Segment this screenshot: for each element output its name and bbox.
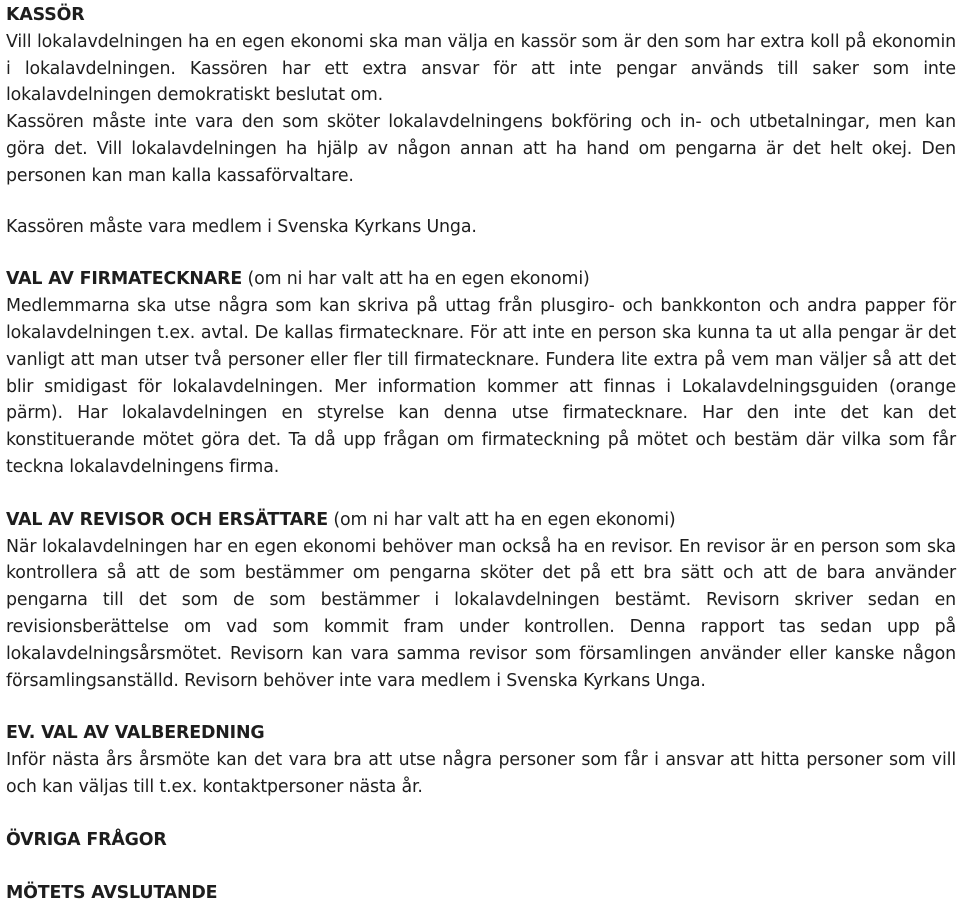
section-ovriga [6,827,956,854]
section-avslutande [6,880,956,907]
section-heading-firmatecknare [6,266,956,293]
section-firmatecknare [6,266,956,480]
paragraph-firmatecknare: Medlemmarna ska utse några som kan skriva på uttag från plusgiro- och bankkonton och andra papper för lokalavdelningen t.ex. avtal. De kallas firmatecknare. För att inte en person ska kunna ta ut alla pengar är det vanligt att man utser två personer eller fler till firmatecknare. Fundera lite extra på vem man väljer så att det blir smidigast för lokalavdelningen. Mer information kommer att finnas i Lokalavdelningsguiden (orange pärm). Har lokalavdelningen en styrelse kan denna utse firmatecknare. Har den inte det kan det konstituerande mötet göra det. Ta då upp frågan om firmateckning på mötet och bestäm där vilka som får teckna lokalavdelningens firma. [6,296,956,477]
paragraph-revisor: När lokalavdelningen har en egen ekonomi behöver man också ha en revisor. En revisor är en person som ska kontrollera så att de som bestämmer om pengarna sköter det på ett bra sätt och att de bara använder pengarna till det som de som bestämmer i lokalavdelningen bestämt. Revisorn skriver sedan en revisionsberättelse om vad som kommit fram under kontrollen. Denna rapport tas sedan upp på lokalavdelningsårsmötet. Revisorn kan vara samma revisor som församlingen använder eller kanske någon församlingsanställd. Revisorn behöver inte vara medlem i Svenska Kyrkans Unga. [6,536,956,691]
section-revisor [6,507,956,695]
heading-title: VAL AV REVISOR OCH ERSÄTTARE [6,509,328,530]
heading-title: VAL AV FIRMATECKNARE [6,269,243,290]
section-kassor [6,2,956,240]
heading-note: (om ni har valt att ha en egen ekonomi) [242,269,590,290]
section-heading-revisor [6,507,956,534]
paragraph-kassor-2: Kassören måste inte vara den som sköter lokalavdelningens bokföring och in- och utbetalningar, men kan göra det. Vill lokalavdelningen ha hjälp av någon annan att ha hand om pengarna är det helt okej. Den personen kan man kalla kassaförvaltare. [6,112,956,186]
section-heading-kassor: KASSÖR [6,5,85,25]
section-heading-avslutande: MÖTETS AVSLUTANDE [6,882,218,903]
document-page [6,2,956,906]
paragraph-valberedning: Inför nästa års årsmöte kan det vara bra att utse några personer som får i ansvar att hitta personer som vill och kan väljas till t.ex. kontaktpersoner nästa år. [6,750,956,797]
paragraph-kassor-3: Kassören måste vara medlem i Svenska Kyrkans Unga. [6,216,477,237]
section-heading-ovriga: ÖVRIGA FRÅGOR [6,829,167,850]
section-valberedning [6,720,956,800]
paragraph-kassor-1: Vill lokalavdelningen ha en egen ekonomi ska man välja en kassör som är den som har extra koll på ekonomin i lokalavdelningen. Kassören har ett extra ansvar för att inte pengar används till saker som inte lokalavdelningen demokratiskt beslutat om. [6,31,956,106]
section-heading-valberedning: EV. VAL AV VALBEREDNING [6,723,265,744]
heading-note: (om ni har valt att ha en egen ekonomi) [327,509,676,530]
